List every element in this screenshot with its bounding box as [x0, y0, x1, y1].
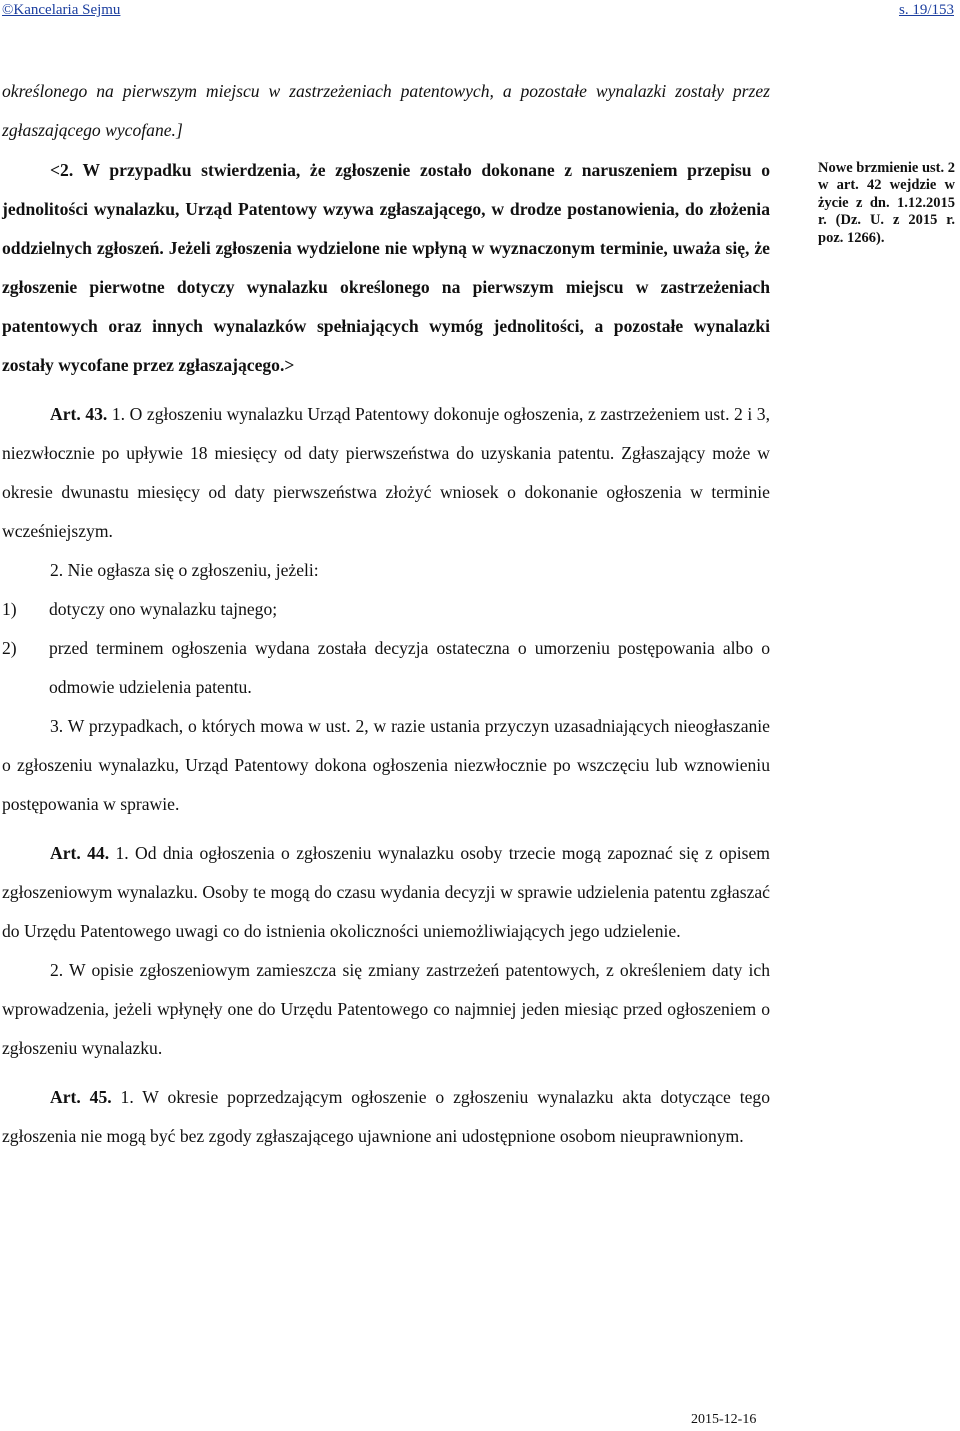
page-footer-date: 2015-12-16: [691, 1412, 757, 1427]
article-43-paragraph-1: Art. 43. 1. O zgłoszeniu wynalazku Urząd Patentowy dokonuje ogłoszenia, z zastrzeżeniem ust. 2 i 3, niezwłocznie po upływie 18 miesięcy od daty pierwszeństwa do uzyskania patentu. Zgłaszający może w okresie dwunastu miesięcy od daty pierwszeństwa złożyć wniosek o dokonanie ogłoszenia w terminie wcześniejszym.: [2, 404, 770, 541]
publisher-link[interactable]: ©Kancelaria Sejmu: [2, 2, 121, 18]
page-header: [2, 0, 954, 22]
paragraph-deleted-text: określonego na pierwszym miejscu w zastrzeżeniach patentowych, a pozostałe wynalazki zostały przez zgłaszającego wycofane.]: [2, 81, 770, 140]
list-item: 2) przed terminem ogłoszenia wydana została decyzja ostateczna o umorzeniu postępowania albo o odmowie udzielenia patentu.: [2, 638, 770, 697]
paragraph-new-text: <2. W przypadku stwierdzenia, że zgłoszenie zostało dokonane z naruszeniem przepisu o jednolitości wynalazku, Urząd Patentowy wzywa zgłaszającego, w drodze postanowienia, do złożenia oddzielnych zgłoszeń. Jeżeli zgłoszenia wydzielone nie wpłyną w wyznaczonym terminie, uważa się, że zgłoszenie pierwotne dotyczy wynalazku określonego na pierwszym miejscu w zastrzeżeniach patentowych oraz innych wynalazków spełniających wymóg jednolitości, a pozostałe wynalazki zostały wycofane przez zgłaszającego.>: [2, 160, 770, 375]
page-number-link[interactable]: s. 19/153: [898, 2, 954, 18]
article-43-label: Art. 43.: [50, 404, 108, 424]
article-43-paragraph-3: 3. W przypadkach, o których mowa w ust. 2, w razie ustania przyczyn uzasadniających nieogłaszanie o zgłoszeniu wynalazku, Urząd Patentowy dokona ogłoszenia niezwłocznie po wszczęciu lub wznowieniu postępowania w sprawie.: [2, 716, 770, 814]
document-body: [2, 72, 770, 1156]
article-45-paragraph-1: Art. 45. 1. W okresie poprzedzającym ogłoszenie o zgłoszeniu wynalazku akta dotyczące tego zgłoszenia nie mogą być bez zgody zgłaszającego ujawnione ani udostępnione osobom nieuprawnionym.: [2, 1087, 770, 1146]
article-44-paragraph-2: 2. W opisie zgłoszeniowym zamieszcza się zmiany zastrzeżeń patentowych, z określeniem daty ich wprowadzenia, jeżeli wpłynęły one do Urzędu Patentowego co najmniej jeden miesiąc przed ogłoszeniem o zgłoszeniu wynalazku.: [2, 960, 770, 1058]
article-44-label: Art. 44.: [50, 843, 110, 863]
article-45-label: Art. 45.: [50, 1087, 112, 1107]
article-44-paragraph-1: Art. 44. 1. Od dnia ogłoszenia o zgłoszeniu wynalazku osoby trzecie mogą zapoznać się z opisem zgłoszeniowym wynalazku. Osoby te mogą do czasu wydania decyzji w sprawie udzielenia patentu zgłaszać do Urzędu Patentowego uwagi co do istnienia okoliczności uniemożliwiających jego udzielenie.: [2, 843, 770, 941]
margin-note: Nowe brzmienie ust. 2 w art. 42 wejdzie w życie z dn. 1.12.2015 r. (Dz. U. z 2015 r. poz. 1266).: [818, 160, 955, 246]
article-43-paragraph-2: 2. Nie ogłasza się o zgłoszeniu, jeżeli:: [50, 560, 319, 580]
list-item: 1) dotyczy ono wynalazku tajnego;: [2, 599, 278, 619]
